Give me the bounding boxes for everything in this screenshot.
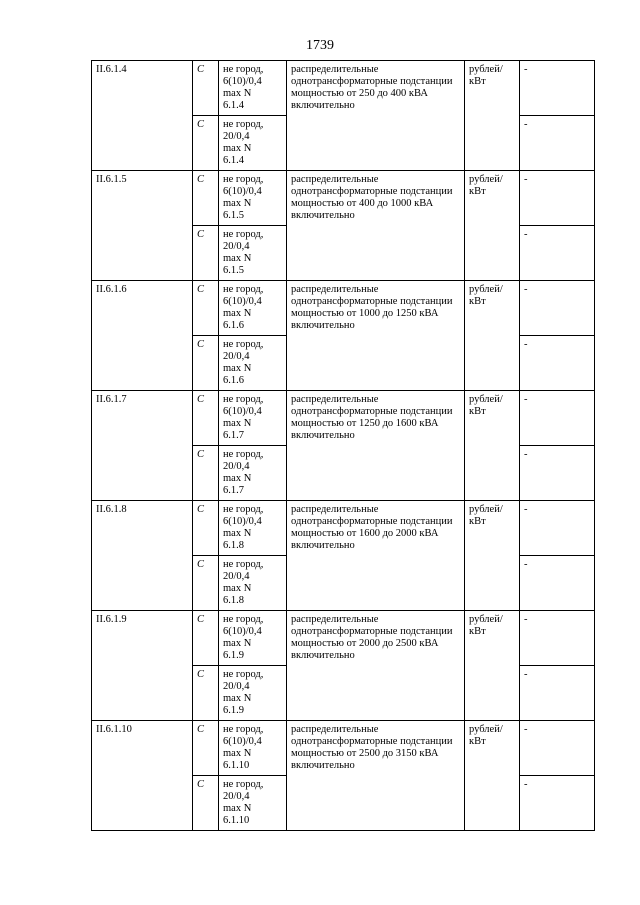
value-cell: - xyxy=(520,501,595,556)
value-cell: - xyxy=(520,391,595,446)
description-cell: распределительные однотрансформаторные подстанции мощностью от 1250 до 1600 кВА включительно xyxy=(287,391,465,501)
unit-cell: рублей/ кВт xyxy=(465,171,520,281)
tariff-table xyxy=(91,60,595,831)
category-letter-cell: С xyxy=(193,776,219,831)
voltage-level-cell: не город, 6(10)/0,4 max N 6.1.10 xyxy=(219,721,287,776)
voltage-level-cell: не город, 20/0,4 max N 6.1.5 xyxy=(219,226,287,281)
description-cell: распределительные однотрансформаторные подстанции мощностью от 250 до 400 кВА включительно xyxy=(287,61,465,171)
value-cell: - xyxy=(520,226,595,281)
voltage-level-cell: не город, 20/0,4 max N 6.1.6 xyxy=(219,336,287,391)
voltage-level-cell: не город, 6(10)/0,4 max N 6.1.4 xyxy=(219,61,287,116)
description-cell: распределительные однотрансформаторные подстанции мощностью от 1000 до 1250 кВА включительно xyxy=(287,281,465,391)
row-code-cell: II.6.1.10 xyxy=(92,721,193,831)
category-letter-cell: С xyxy=(193,446,219,501)
row-code-cell: II.6.1.6 xyxy=(92,281,193,391)
unit-cell: рублей/ кВт xyxy=(465,61,520,171)
voltage-level-cell: не город, 20/0,4 max N 6.1.8 xyxy=(219,556,287,611)
description-cell: распределительные однотрансформаторные подстанции мощностью от 400 до 1000 кВА включительно xyxy=(287,171,465,281)
category-letter-cell: С xyxy=(193,281,219,336)
unit-cell: рублей/ кВт xyxy=(465,391,520,501)
value-cell: - xyxy=(520,61,595,116)
category-letter-cell: С xyxy=(193,666,219,721)
row-code-cell: II.6.1.4 xyxy=(92,61,193,171)
table-row xyxy=(92,721,595,776)
category-letter-cell: С xyxy=(193,501,219,556)
description-cell: распределительные однотрансформаторные подстанции мощностью от 2500 до 3150 кВА включительно xyxy=(287,721,465,831)
page-number: 1739 xyxy=(306,38,334,53)
category-letter-cell: С xyxy=(193,391,219,446)
unit-cell: рублей/ кВт xyxy=(465,611,520,721)
category-letter-cell: С xyxy=(193,556,219,611)
voltage-level-cell: не город, 6(10)/0,4 max N 6.1.8 xyxy=(219,501,287,556)
row-code-cell: II.6.1.8 xyxy=(92,501,193,611)
category-letter-cell: С xyxy=(193,171,219,226)
value-cell: - xyxy=(520,116,595,171)
voltage-level-cell: не город, 6(10)/0,4 max N 6.1.5 xyxy=(219,171,287,226)
voltage-level-cell: не город, 20/0,4 max N 6.1.10 xyxy=(219,776,287,831)
description-cell: распределительные однотрансформаторные подстанции мощностью от 2000 до 2500 кВА включительно xyxy=(287,611,465,721)
unit-cell: рублей/ кВт xyxy=(465,501,520,611)
voltage-level-cell: не город, 20/0,4 max N 6.1.7 xyxy=(219,446,287,501)
value-cell: - xyxy=(520,171,595,226)
category-letter-cell: С xyxy=(193,721,219,776)
value-cell: - xyxy=(520,336,595,391)
voltage-level-cell: не город, 6(10)/0,4 max N 6.1.9 xyxy=(219,611,287,666)
category-letter-cell: С xyxy=(193,226,219,281)
description-cell: распределительные однотрансформаторные подстанции мощностью от 1600 до 2000 кВА включительно xyxy=(287,501,465,611)
value-cell: - xyxy=(520,776,595,831)
category-letter-cell: С xyxy=(193,336,219,391)
table-row xyxy=(92,171,595,226)
table-row xyxy=(92,281,595,336)
table-row xyxy=(92,391,595,446)
voltage-level-cell: не город, 20/0,4 max N 6.1.9 xyxy=(219,666,287,721)
category-letter-cell: С xyxy=(193,611,219,666)
unit-cell: рублей/ кВт xyxy=(465,281,520,391)
row-code-cell: II.6.1.9 xyxy=(92,611,193,721)
value-cell: - xyxy=(520,556,595,611)
row-code-cell: II.6.1.7 xyxy=(92,391,193,501)
voltage-level-cell: не город, 20/0,4 max N 6.1.4 xyxy=(219,116,287,171)
table-row xyxy=(92,501,595,556)
value-cell: - xyxy=(520,446,595,501)
voltage-level-cell: не город, 6(10)/0,4 max N 6.1.6 xyxy=(219,281,287,336)
voltage-level-cell: не город, 6(10)/0,4 max N 6.1.7 xyxy=(219,391,287,446)
table-row xyxy=(92,61,595,116)
value-cell: - xyxy=(520,666,595,721)
value-cell: - xyxy=(520,281,595,336)
value-cell: - xyxy=(520,721,595,776)
row-code-cell: II.6.1.5 xyxy=(92,171,193,281)
category-letter-cell: С xyxy=(193,116,219,171)
unit-cell: рублей/ кВт xyxy=(465,721,520,831)
tariff-table-body xyxy=(92,61,595,831)
table-row xyxy=(92,611,595,666)
value-cell: - xyxy=(520,611,595,666)
category-letter-cell: С xyxy=(193,61,219,116)
